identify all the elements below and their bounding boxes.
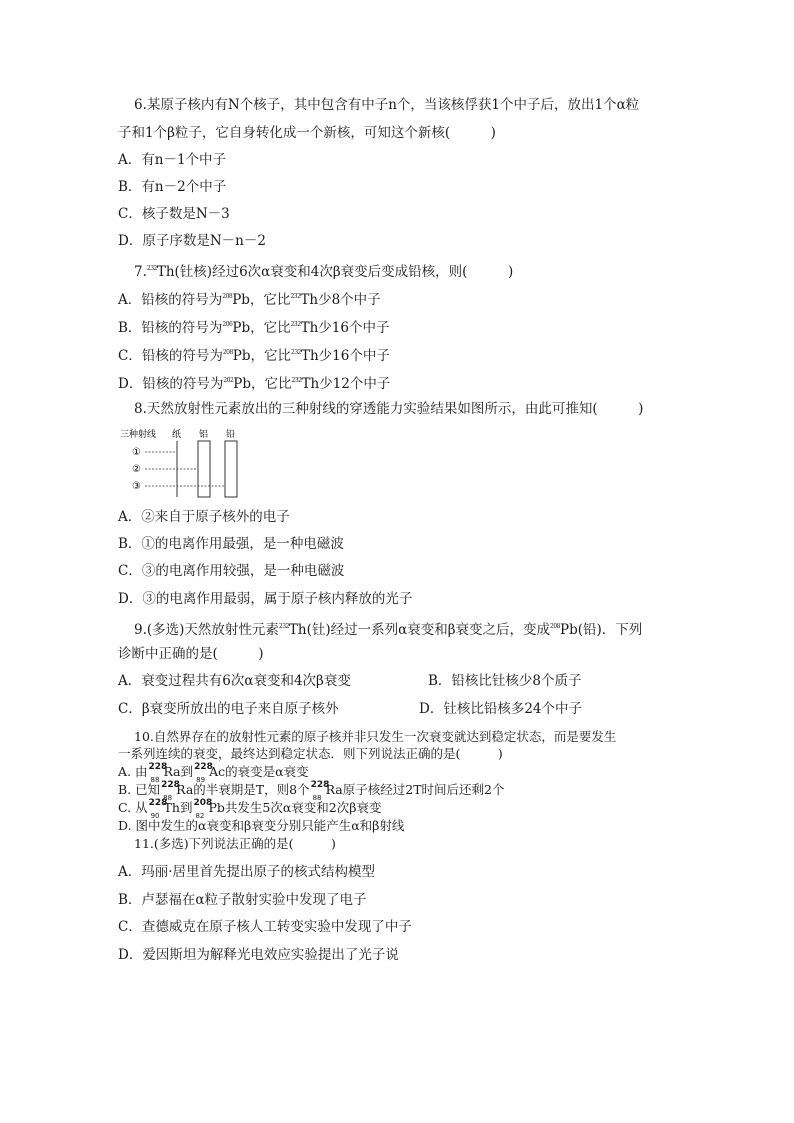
q10-option-d: D. 图中发生的α衰变和β衰变分别只能产生α和β射线	[118, 818, 405, 833]
ra-b1-atomic: 88	[163, 794, 173, 802]
q10-stem-line2: 一系列连续的衰变，最终达到稳定状态．则下列说法正确的是( )	[118, 746, 503, 761]
ra228-isotope-b1	[160, 780, 180, 802]
q10-option-a	[118, 762, 309, 784]
q9-option-b: B．铅核比钍核少8个质子	[428, 673, 582, 689]
q10-c-text1: C. 从	[118, 800, 148, 815]
ra-atomic: 88	[150, 776, 160, 784]
q7-number: 7.	[134, 264, 147, 280]
q7-d-th-mass: 232	[291, 377, 302, 384]
q9-text1: 9.(多选)天然放射性元素	[134, 622, 279, 638]
q10-b-text3: Ra原子核经过2T时间后还剩2个	[325, 782, 505, 797]
q7-c-pb-mass: 208	[222, 349, 233, 356]
q7-c-text2: Pb，它比	[232, 348, 292, 364]
q7-d-text3: Th少12个中子	[301, 376, 391, 392]
q7-a-text2: Pb，它比	[232, 292, 291, 308]
q7-a-pb-mass: 208	[222, 293, 233, 300]
q9-th-mass: 232	[278, 623, 289, 630]
q9-pb-mass: 208	[550, 623, 560, 630]
fig-title-label: 三种射线	[120, 430, 157, 440]
th-mass: 228	[148, 798, 168, 808]
q7-b-text3: Th少16个中子	[300, 320, 390, 336]
q7-c-text1: C．铅核的符号为	[118, 348, 223, 364]
ray1-label: ①	[132, 447, 141, 458]
ac-atomic: 89	[196, 776, 206, 784]
q6-stem-line1: 6.某原子核内有N个核子，其中包含有中子n个，当该核俘获1个中子后，放出1个α粒	[134, 97, 640, 113]
q7-a-th-mass: 232	[290, 293, 301, 300]
q7-option-c	[118, 344, 390, 365]
q8-option-d: D．③的电离作用最弱，属于原子核内释放的光子	[118, 591, 413, 607]
q7-c-text3: Th少16个中子	[300, 348, 390, 364]
q7-stem-text: Th(钍核)经过6次α衰变和4次β衰变后变成铅核，则( )	[156, 264, 514, 280]
q7-d-pb-mass: 202	[223, 377, 234, 384]
q11-option-c: C．查德威克在原子核人工转变实验中发现了中子	[118, 919, 412, 935]
fig-al-label: 铝	[199, 430, 209, 440]
lead-plate	[225, 441, 237, 497]
q6-option-d: D．原子序数是N－n－2	[118, 233, 266, 249]
pb-atomic: 82	[195, 812, 205, 820]
q10-a-text3: Ac的衰变是α衰变	[209, 764, 309, 779]
q7-option-b	[118, 316, 389, 337]
penetration-figure	[118, 427, 248, 499]
q10-stem-line1: 10.自然界存在的放射性元素的原子核并非只发生一次衰变就达到稳定状态，而是要发生	[134, 729, 617, 744]
ra228-isotope-b2	[310, 780, 330, 802]
q9-text2: Th(钍)经过一系列α衰变和β衰变之后，变成	[288, 622, 551, 638]
q7-b-text2: Pb，它比	[232, 320, 291, 336]
q8-option-b: B．①的电离作用最强，是一种电磁波	[118, 536, 344, 552]
q9-option-c: C．β衰变所放出的电子来自原子核外	[118, 701, 339, 717]
ra-b2-mass: 228	[310, 780, 330, 790]
q9-option-a: A．衰变过程共有6次α衰变和4次β衰变	[118, 673, 351, 689]
q7-b-pb-mass: 206	[222, 321, 233, 328]
ac-mass: 228	[194, 762, 213, 772]
q7-option-a	[118, 288, 381, 309]
th228-isotope	[148, 798, 168, 820]
q7-option-d	[118, 372, 390, 393]
fig-paper-label: 纸	[172, 430, 182, 440]
q10-a-text1: A. 由	[118, 764, 148, 779]
q11-option-d: D．爱因斯坦为解释光电效应实验提出了光子说	[118, 947, 399, 963]
q10-c-text2: Th到	[163, 800, 193, 815]
q7-a-text3: Th少8个中子	[300, 292, 381, 308]
q11-option-b: B．卢瑟福在α粒子散射实验中发现了电子	[118, 892, 367, 908]
ra-b1-mass: 228	[161, 780, 180, 790]
ra228-isotope	[147, 762, 168, 784]
q11-option-a: A．玛丽·居里首先提出原子的核式结构模型	[118, 864, 376, 880]
q10-b-text2: Ra的半衰期是T，则8个	[176, 782, 310, 797]
q7-stem	[134, 260, 513, 281]
q10-option-c	[118, 798, 382, 820]
th-atomic: 90	[150, 812, 160, 820]
q6-option-b: B．有n－2个中子	[118, 179, 227, 195]
q9-text3: Pb(铅)．下列	[559, 622, 643, 638]
q7-b-text1: B．铅核的符号为	[118, 320, 223, 336]
ray3-label: ③	[132, 481, 141, 492]
q6-stem-line2: 子和1个β粒子，它自身转化成一个新核，可知这个新核( )	[118, 125, 496, 141]
q7-c-th-mass: 232	[291, 349, 301, 356]
q7-d-text1: D．铅核的符号为	[118, 376, 224, 392]
q8-option-c: C．③的电离作用较强，是一种电磁波	[118, 563, 345, 579]
q10-b-text1: B. 已知	[118, 782, 161, 797]
ray2-label: ②	[132, 464, 141, 475]
ra-mass: 228	[148, 762, 168, 772]
q7-b-th-mass: 232	[290, 321, 301, 328]
q10-c-text3: Pb共发生5次α衰变和2次β衰变	[208, 800, 382, 815]
q11-stem: 11.(多选)下列说法正确的是( )	[134, 836, 336, 851]
q9-stem-line1	[134, 618, 642, 639]
ra-b2-atomic: 88	[312, 794, 322, 802]
q9-stem-line2: 诊断中正确的是( )	[118, 646, 264, 662]
fig-pb-label: 铅	[226, 430, 236, 440]
q8-stem: 8.天然放射性元素放出的三种射线的穿透能力实验结果如图所示，由此可推知( )	[134, 401, 644, 417]
ac228-isotope	[193, 762, 213, 784]
q6-option-c: C．核子数是N－3	[118, 206, 230, 222]
q6-option-a: A．有n－1个中子	[118, 152, 227, 168]
aluminium-plate	[198, 441, 210, 497]
q7-th-mass-number: 232	[146, 265, 157, 272]
pb208-isotope	[192, 798, 213, 820]
pb-mass: 208	[193, 798, 213, 808]
q7-a-text1: A．铅核的符号为	[118, 292, 223, 308]
q9-option-d: D．钍核比铅核多24个中子	[419, 701, 583, 717]
q10-a-text2: Ra到	[163, 764, 194, 779]
q7-d-text2: Pb，它比	[233, 376, 292, 392]
q8-option-a: A．②来自于原子核外的电子	[118, 509, 290, 525]
